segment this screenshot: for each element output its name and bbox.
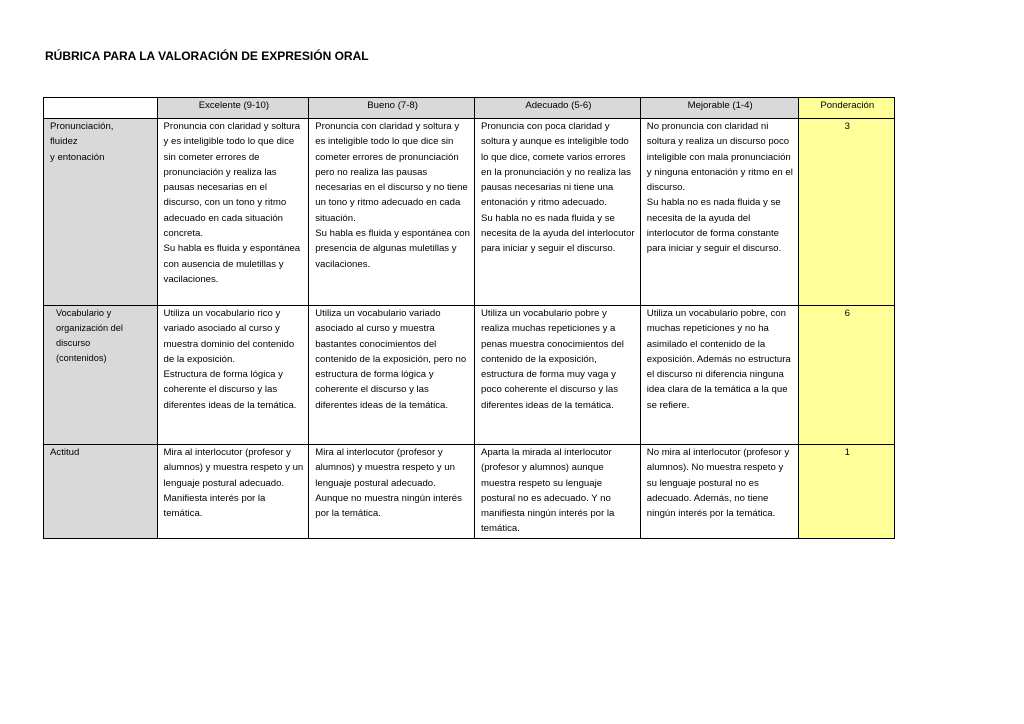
- descriptor-cell: Pronuncia con poca claridad y soltura y aunque es inteligible todo lo que dice, comete varios errores en la pronunciación y no realiza las pausas necesarias ni tiene una entonación y ritmo adecuado. Su habla no es nada fluida y se necesita de la ayuda del interlocutor para iniciar y seguir el discurso.: [475, 119, 641, 306]
- weight-cell: 3: [798, 119, 895, 306]
- table-row-pronunciacion: [44, 119, 895, 306]
- descriptor-cell: No mira al interlocutor (profesor y alumnos). No muestra respeto y su lenguaje postural no es adecuado. Además, no tiene ningún interés por la temática.: [640, 445, 798, 539]
- empty-corner-cell: [44, 98, 158, 119]
- column-header-excelente: Excelente (9-10): [157, 98, 309, 119]
- criterion-cell: Actitud: [44, 445, 158, 539]
- weight-cell: 1: [798, 445, 895, 539]
- descriptor-cell: No pronuncia con claridad ni soltura y realiza un discurso poco inteligible con mala pronunciación y ninguna entonación y ritmo en el discurso. Su habla no es nada fluida y se necesita de la ayuda del interlocutor de forma constante para iniciar y seguir el discurso.: [640, 119, 798, 306]
- table-row-vocabulario: [44, 306, 895, 445]
- header-row: [44, 98, 895, 119]
- weight-cell: 6: [798, 306, 895, 445]
- descriptor-cell: Aparta la mirada al interlocutor (profesor y alumnos) aunque muestra respeto su lenguaje postural no es adecuado. Y no manifiesta ningún interés por la temática.: [475, 445, 641, 539]
- column-header-adecuado: Adecuado (5-6): [475, 98, 641, 119]
- criterion-cell: Pronunciación, fluidez y entonación: [44, 119, 158, 306]
- descriptor-cell: Utiliza un vocabulario pobre y realiza muchas repeticiones y a penas muestra conocimientos del contenido de la exposición, estructura de forma muy vaga y poco coherente el discurso y las diferentes ideas de la temática.: [475, 306, 641, 445]
- rubric-table: [43, 97, 895, 539]
- descriptor-cell: Mira al interlocutor (profesor y alumnos) y muestra respeto y un lenguaje postural adecuado. Manifiesta interés por la temática.: [157, 445, 309, 539]
- descriptor-cell: Utiliza un vocabulario rico y variado asociado al curso y muestra dominio del contenido de la exposición. Estructura de forma lógica y coherente el discurso y las diferentes ideas de la temática.: [157, 306, 309, 445]
- descriptor-cell: Utiliza un vocabulario pobre, con muchas repeticiones y no ha asimilado el contenido de la exposición. Además no estructura el discurso ni diferencia ninguna idea clara de la temática a la que se refiere.: [640, 306, 798, 445]
- column-header-ponderacion: Ponderación: [798, 98, 895, 119]
- column-header-mejorable: Mejorable (1-4): [640, 98, 798, 119]
- column-header-bueno: Bueno (7-8): [309, 98, 475, 119]
- descriptor-cell: Utiliza un vocabulario variado asociado al curso y muestra bastantes conocimientos del contenido de la exposición, pero no estructura de forma lógica y coherente el discurso y las diferentes ideas de la temática.: [309, 306, 475, 445]
- criterion-cell: Vocabulario y organización del discurso (contenidos): [44, 306, 158, 445]
- descriptor-cell: Pronuncia con claridad y soltura y es inteligible todo lo que dice sin cometer errores de pronunciación y realiza las pausas necesarias en el discurso, con un tono y ritmo adecuado en cada situación concreta. Su habla es fluida y espontánea con ausencia de muletillas y vacilaciones.: [157, 119, 309, 306]
- descriptor-cell: Pronuncia con claridad y soltura y es inteligible todo lo que dice sin cometer errores de pronunciación pero no realiza las pausas necesarias en el discurso y no tiene un tono y ritmo adecuado en cada situación. Su habla es fluida y espontánea con presencia de algunas muletillas y vacilaciones.: [309, 119, 475, 306]
- descriptor-cell: Mira al interlocutor (profesor y alumnos) y muestra respeto y un lenguaje postural adecuado. Aunque no muestra ningún interés por la temática.: [309, 445, 475, 539]
- document-title: RÚBRICA PARA LA VALORACIÓN DE EXPRESIÓN ORAL: [45, 49, 369, 63]
- table-row-actitud: [44, 445, 895, 539]
